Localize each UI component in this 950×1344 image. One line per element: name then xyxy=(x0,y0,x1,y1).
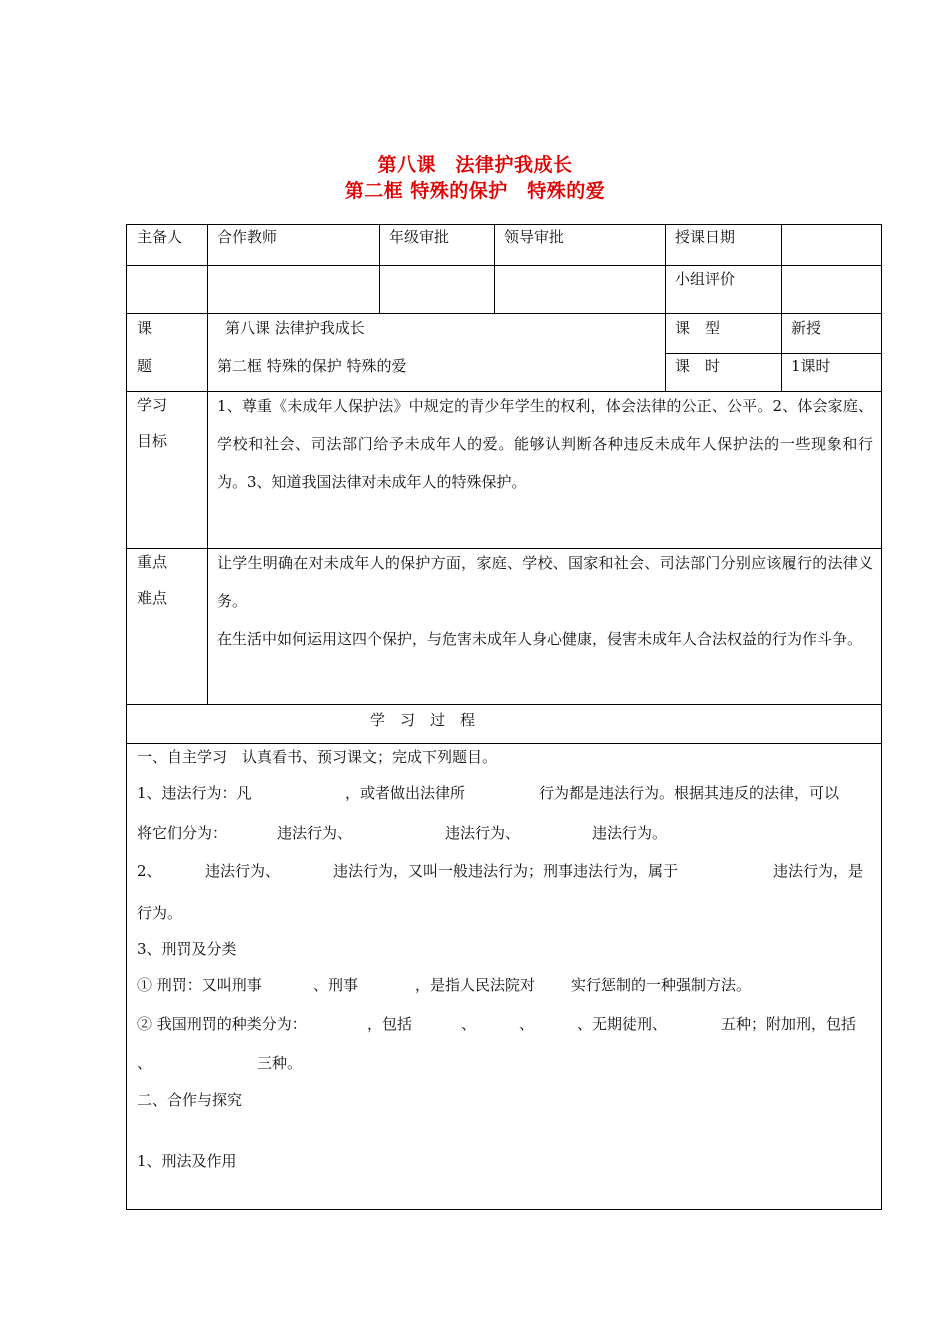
question-2-a: 2、 xyxy=(137,862,162,880)
question-1-d: 将它们分为： xyxy=(137,824,228,842)
question-1-g: 违法行为。 xyxy=(592,824,668,842)
question-3-1-a: ① 刑罚：又叫刑事 xyxy=(137,976,262,994)
question-3-2-a: ② 我国刑罚的种类分为： xyxy=(137,1015,307,1033)
grade-approval-label: 年级审批 xyxy=(389,228,450,246)
question-3-1-b: 、刑事 xyxy=(313,976,359,994)
question-1-a: 1、违法行为：凡 xyxy=(137,784,252,802)
lesson-hours-value: 1课时 xyxy=(791,357,831,375)
lesson-plan-table xyxy=(126,224,882,1210)
process-heading: 学 习 过 程 xyxy=(370,711,476,729)
group-eval-label: 小组评价 xyxy=(675,270,736,288)
question-3-2-c: 、 xyxy=(461,1015,477,1033)
lesson-type-label: 课 型 xyxy=(675,319,721,337)
topic-label-2: 题 xyxy=(137,357,153,375)
question-1-b: ，或者做出法律所 xyxy=(345,784,466,802)
question-3-2-d: 、 xyxy=(519,1015,535,1033)
question-3-1-d: 实行惩制的一种强制方法。 xyxy=(571,976,752,994)
learning-goals-text: 1、尊重《未成年人保护法》中规定的青少年学生的权利，体会法律的公正、公平。2、体会家庭、学校和社会、司法部门给予未成年人的爱。能够认判断各种违反未成年人保护法的一些现象和行为。3、知道我国法律对未成年人的特殊保护。 xyxy=(217,397,873,491)
keypoints-text-2: 在生活中如何运用这四个保护，与危害未成年人身心健康，侵害未成年人合法权益的行为作斗争。 xyxy=(217,630,863,648)
question-2-d: 违法行为，是 xyxy=(773,862,864,880)
topic-line2: 第二框 特殊的保护 特殊的爱 xyxy=(217,357,407,375)
leader-approval-label: 领导审批 xyxy=(504,228,565,246)
question-2-c: 违法行为，又叫一般违法行为；刑事违法行为，属于 xyxy=(333,862,679,880)
lesson-title: 第八课 法律护我成长 xyxy=(377,154,573,176)
lesson-hours-label: 课 时 xyxy=(675,357,721,375)
criminal-law-item: 1、刑法及作用 xyxy=(137,1152,237,1170)
co-teacher-label: 合作教师 xyxy=(217,228,278,246)
goals-label-1: 学习 xyxy=(137,396,168,414)
lesson-date-label: 授课日期 xyxy=(675,228,736,246)
self-study-heading: 一、自主学习 认真看书、预习课文；完成下列题目。 xyxy=(137,748,498,766)
question-2-b: 违法行为、 xyxy=(205,862,281,880)
lesson-type-value: 新授 xyxy=(791,319,822,337)
keypoints-label-1: 重点 xyxy=(137,553,168,571)
question-1-f: 违法行为、 xyxy=(445,824,521,842)
keypoints-label-2: 难点 xyxy=(137,589,168,607)
topic-label-1: 课 xyxy=(137,319,153,337)
question-3-2-g: 、 xyxy=(137,1054,153,1072)
goals-label-2: 目标 xyxy=(137,432,168,450)
question-3-2-f: 五种；附加刑，包括 xyxy=(721,1015,857,1033)
section-title: 第二框 特殊的保护 特殊的爱 xyxy=(344,180,606,202)
question-1-c: 行为都是违法行为。根据其违反的法律，可以 xyxy=(539,784,840,802)
question-1-e: 违法行为、 xyxy=(277,824,353,842)
question-3-2-e: 、无期徒刑、 xyxy=(577,1015,668,1033)
question-3-2-h: 三种。 xyxy=(257,1054,303,1072)
question-3-2-b: ，包括 xyxy=(367,1015,413,1033)
keypoints-text-1: 让学生明确在对未成年人的保护方面，家庭、学校、国家和社会、司法部门分别应该履行的法律义务。 xyxy=(217,554,873,610)
preparer-label: 主备人 xyxy=(137,228,183,246)
question-3-1-c: ，是指人民法院对 xyxy=(415,976,536,994)
cooperation-heading: 二、合作与探究 xyxy=(137,1091,243,1109)
question-2-e: 行为。 xyxy=(137,904,183,922)
topic-line1: 第八课 法律护我成长 xyxy=(225,319,365,337)
question-3-heading: 3、刑罚及分类 xyxy=(137,940,237,958)
